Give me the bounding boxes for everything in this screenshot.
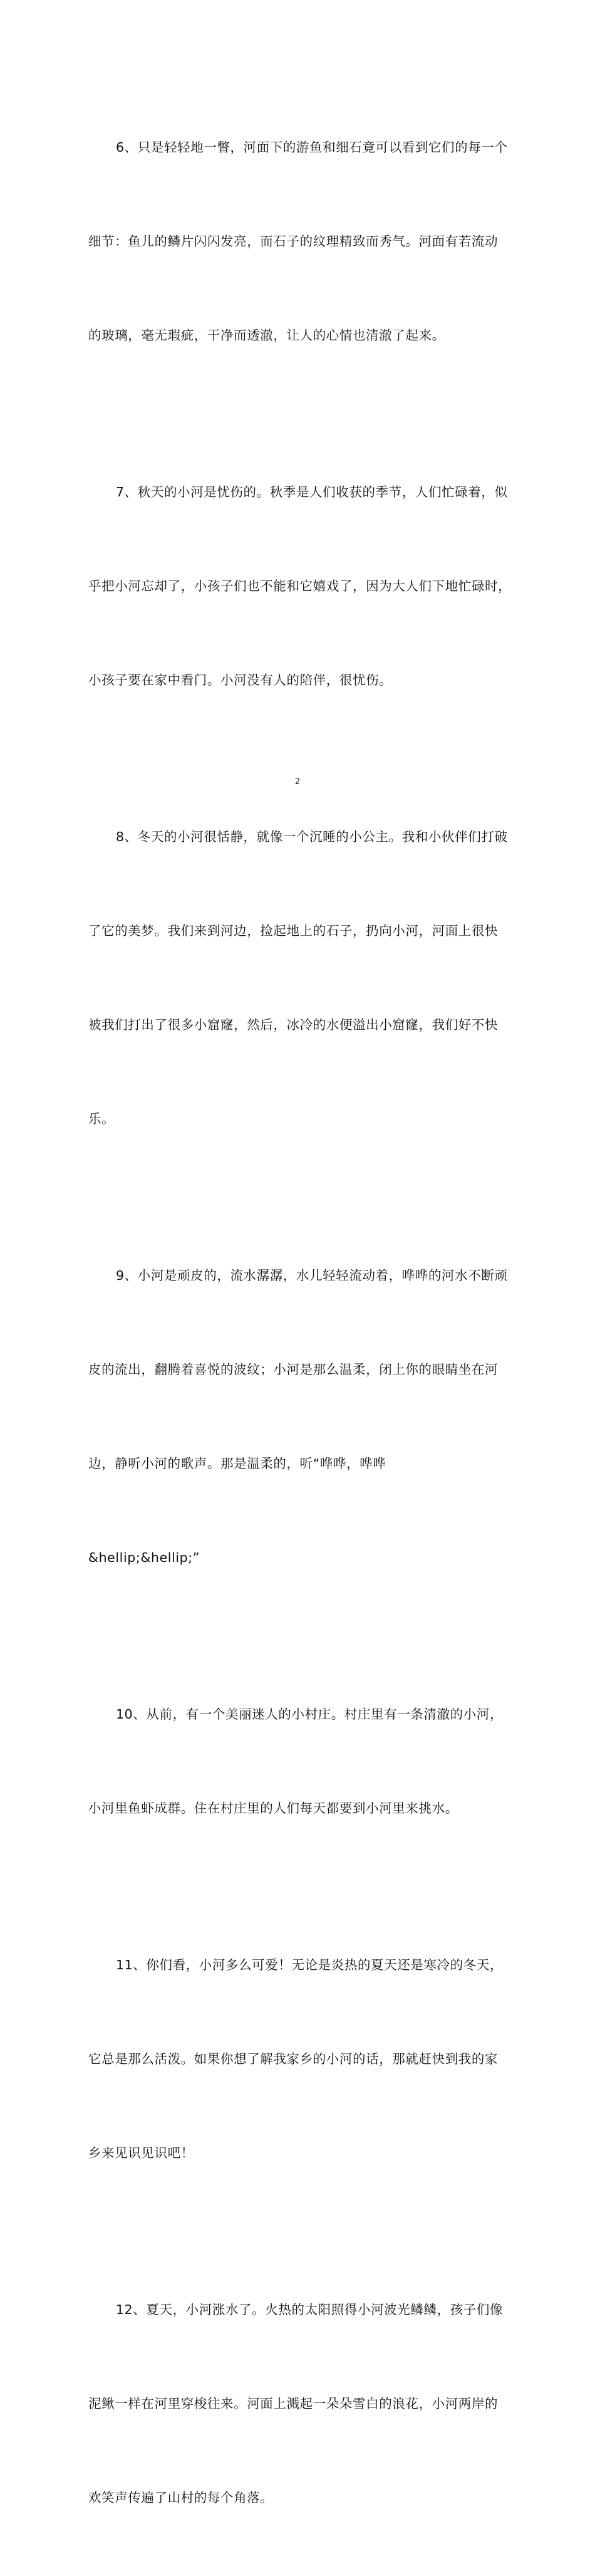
paragraph-line: 12、夏天，小河涨水了。火热的太阳照得小河波光鳞鳞，孩子们像 [116, 2302, 504, 2317]
paragraph-line: 小孩子要在家中看门。小河没有人的陪伴，很忧伤。 [88, 673, 393, 688]
paragraph-line: 被我们打出了很多小窟窿，然后，冰冷的水便溢出小窟窿，我们好不快 [88, 1017, 499, 1032]
paragraph-6 [88, 69, 514, 414]
paragraph-8 [88, 758, 514, 1197]
paragraph-line: 皮的流出，翻腾着喜悦的波纹；小河是那么温柔，闭上你的眼睛坐在河 [88, 1362, 499, 1377]
paragraph-10 [88, 1636, 514, 1887]
paragraph-line: 10、从前，有一个美丽迷人的小村庄。村庄里有一条清澈的小河， [116, 1707, 504, 1722]
paragraph-line: 8、冬天的小河很恬静，就像一个沉睡的小公主。我和小伙伴们打破 [116, 829, 508, 844]
paragraph-line: 乎把小河忘却了，小孩子们也不能和它嬉戏了，因为大人们下地忙碌时， [88, 579, 512, 594]
paragraph-line: 泥鳅一样在河里穿梭往来。河面上溅起一朵朵雪白的浪花，小河两岸的 [88, 2396, 499, 2411]
paragraph-line: 6、只是轻轻地一瞥，河面下的游鱼和细石竟可以看到它们的每一个 [116, 140, 508, 155]
paragraph-line: 欢笑声传遍了山村的每个角落。 [88, 2490, 274, 2505]
paragraph-line: 乐。 [88, 1111, 115, 1126]
paragraph-line: 边，静听小河的歌声。那是温柔的，听“哗哗，哗哗 [88, 1456, 386, 1471]
page-number: 2 [294, 777, 301, 787]
paragraph-7 [88, 414, 514, 758]
paragraph-line: 小河里鱼虾成群。住在村庄里的人们每天都要到小河里来挑水。 [88, 1801, 458, 1816]
paragraph-line: &hellip;&hellip;” [88, 1550, 200, 1565]
paragraph-line: 它总是那么活泼。如果你想了解我家乡的小河的话，那就赶快到我的家 [88, 2051, 499, 2066]
paragraph-line: 11、你们看，小河多么可爱！无论是炎热的夏天还是寒冷的冬天， [116, 1957, 504, 1972]
paragraph-line: 9、小河是顽皮的，流水潺潺，水儿轻轻流动着，哗哗的河水不断顽 [116, 1268, 508, 1283]
paragraph-line: 的玻璃，毫无瑕疵，干净而透澈，让人的心情也清澈了起来。 [88, 328, 445, 343]
paragraph-12 [88, 2231, 514, 2576]
document-body [88, 69, 514, 2576]
paragraph-line: 7、秋天的小河是忧伤的。秋季是人们收获的季节，人们忙碌着，似 [116, 484, 508, 500]
paragraph-11 [88, 1887, 514, 2231]
paragraph-9 [88, 1197, 514, 1636]
paragraph-line: 了它的美梦。我们来到河边，捡起地上的石子，扔向小河，河面上很快 [88, 923, 499, 938]
paragraph-line: 细节：鱼儿的鳞片闪闪发亮，而石子的纹理精致而秀气。河面有若流动 [88, 234, 499, 249]
paragraph-line: 乡来见识见识吧！ [88, 2145, 194, 2160]
